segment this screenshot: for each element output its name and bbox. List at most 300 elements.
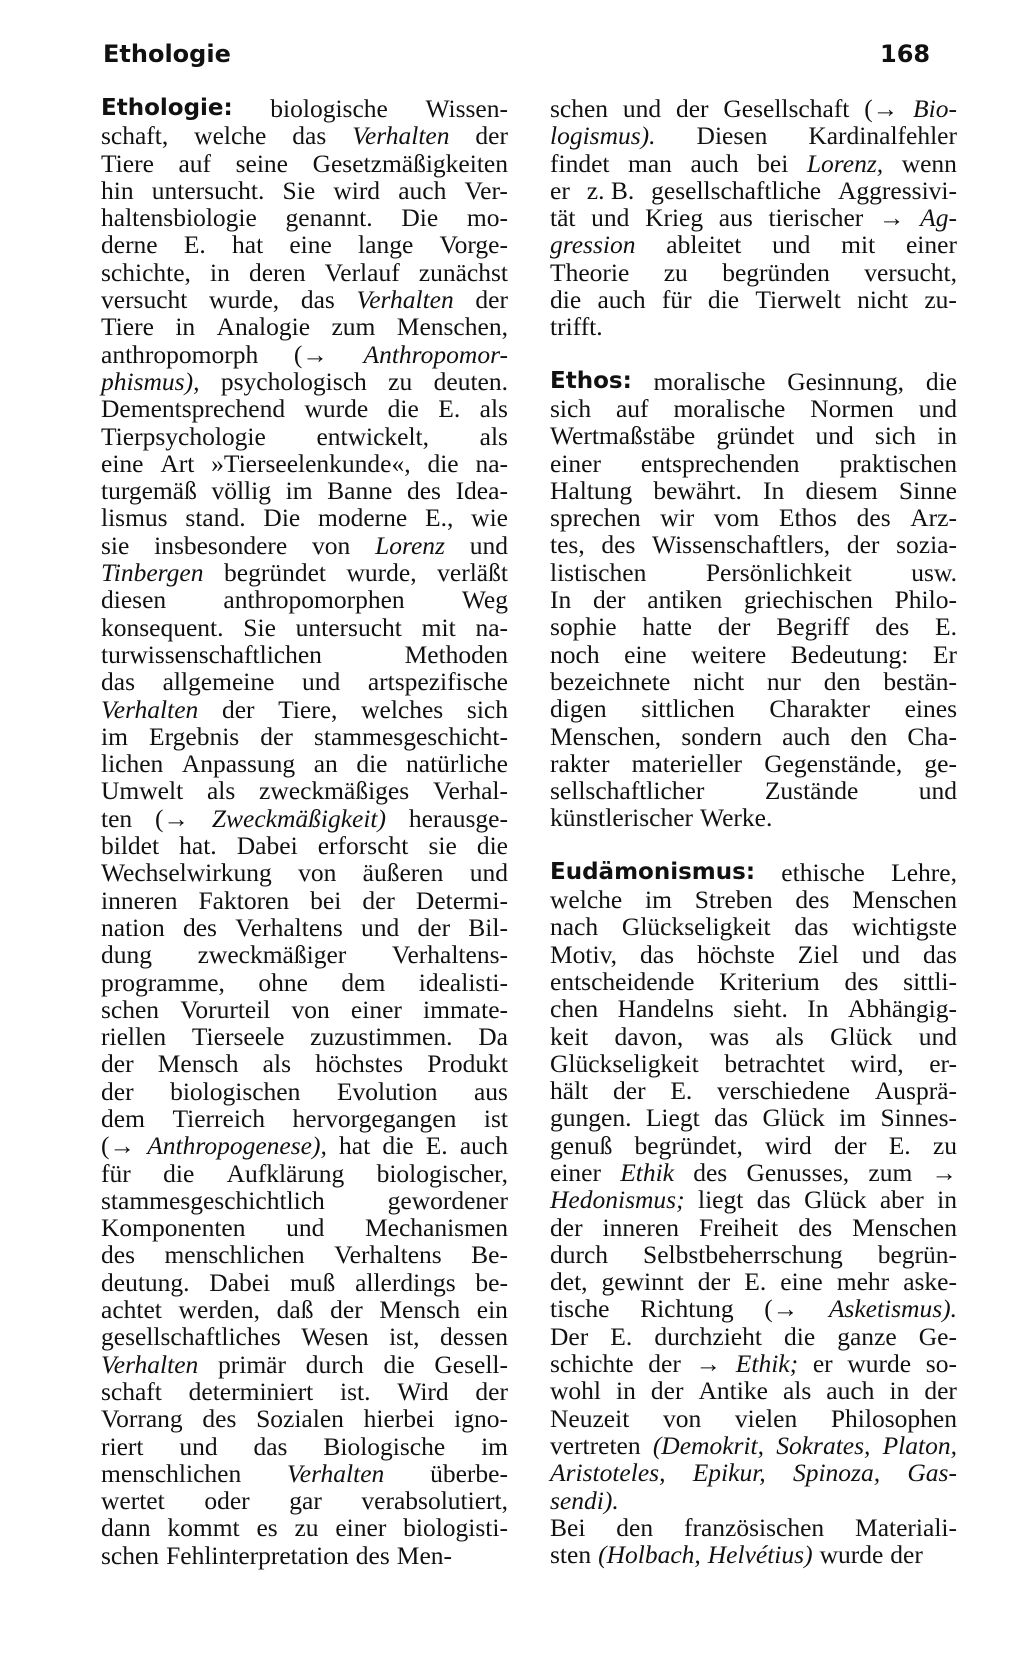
word: eine bbox=[780, 1267, 823, 1297]
word: bewährt. bbox=[653, 475, 742, 505]
word: und bbox=[591, 203, 630, 233]
word: schichte, bbox=[101, 257, 191, 287]
word: das bbox=[922, 939, 957, 969]
word: der bbox=[846, 530, 880, 560]
word: E. bbox=[670, 1076, 693, 1106]
word: Ausprä- bbox=[874, 1076, 957, 1106]
word: Die bbox=[263, 503, 301, 533]
entry-eudaemonismus bbox=[550, 859, 957, 1569]
text-line bbox=[550, 1541, 957, 1568]
word: Abhängig- bbox=[847, 994, 957, 1024]
word: Menschen bbox=[852, 885, 957, 915]
word: das bbox=[101, 667, 135, 697]
word: begründet bbox=[224, 558, 326, 588]
entry-term: Ethos: bbox=[550, 367, 632, 394]
word: Hedonismus; bbox=[550, 1185, 685, 1215]
text-line bbox=[101, 423, 508, 450]
word: nicht bbox=[857, 285, 909, 315]
word: Methoden bbox=[404, 639, 508, 669]
word: riert bbox=[101, 1431, 144, 1461]
word: hat bbox=[232, 230, 264, 260]
text-line bbox=[101, 395, 508, 422]
word: einer bbox=[550, 1157, 601, 1187]
word: E. bbox=[935, 612, 957, 642]
word: bestän- bbox=[883, 666, 957, 696]
text-line bbox=[101, 996, 508, 1023]
word: der bbox=[650, 1376, 684, 1406]
word: hervorgegangen bbox=[292, 1103, 457, 1133]
text-line bbox=[101, 368, 508, 395]
text-line bbox=[101, 1487, 508, 1514]
text-line bbox=[101, 122, 508, 149]
text-line bbox=[101, 914, 508, 941]
entry-term: Eudämonismus: bbox=[550, 858, 756, 885]
word: Mensch bbox=[379, 1295, 461, 1325]
word: Die bbox=[401, 203, 439, 233]
word: Verhalten bbox=[101, 694, 199, 724]
word: E., bbox=[425, 503, 454, 533]
text-line bbox=[101, 341, 508, 368]
word: insbesondere bbox=[154, 530, 288, 560]
word: Verhal- bbox=[432, 776, 508, 806]
word: vielen bbox=[734, 1403, 798, 1433]
word: die bbox=[707, 285, 740, 315]
word: zu bbox=[663, 257, 688, 287]
text-line bbox=[101, 750, 508, 777]
left-column bbox=[101, 95, 508, 1569]
word: konsequent. bbox=[101, 612, 224, 642]
word: Ethik bbox=[620, 1157, 675, 1187]
word: welche bbox=[550, 885, 623, 915]
word: dem bbox=[101, 1103, 145, 1133]
word: der bbox=[717, 612, 751, 642]
word: erforscht bbox=[317, 831, 409, 861]
word: zu- bbox=[924, 285, 957, 315]
word: Glückseligkeit bbox=[550, 1048, 699, 1078]
word: Anthropogenese), bbox=[147, 1131, 327, 1161]
word: Ziel bbox=[797, 939, 839, 969]
word: des bbox=[856, 503, 891, 533]
word: inneren bbox=[602, 1212, 679, 1242]
word: und bbox=[179, 1431, 218, 1461]
word: Tinbergen bbox=[101, 558, 204, 588]
text-line bbox=[101, 259, 508, 286]
word: wichtigste bbox=[852, 912, 957, 942]
text-line bbox=[550, 1323, 957, 1350]
word: Be- bbox=[471, 1240, 508, 1270]
word: entsprechenden bbox=[640, 448, 800, 478]
word: sellschaftlicher bbox=[550, 776, 705, 806]
text-line bbox=[101, 1323, 508, 1350]
word: Der bbox=[550, 1321, 589, 1351]
word: des bbox=[795, 885, 830, 915]
text-line bbox=[550, 286, 957, 313]
word: Sokrates, bbox=[776, 1430, 871, 1460]
word: Ver- bbox=[464, 175, 508, 205]
word: listischen bbox=[550, 557, 647, 587]
word: Helvétius) bbox=[707, 1540, 813, 1570]
word: deren bbox=[248, 257, 306, 287]
text-line bbox=[550, 695, 957, 722]
word: des bbox=[406, 476, 441, 506]
word: Mechanismen bbox=[364, 1213, 508, 1243]
word: der bbox=[330, 1295, 363, 1325]
word: Evolution bbox=[336, 1076, 438, 1106]
word: mit bbox=[841, 230, 876, 260]
word: begründet, bbox=[634, 1130, 743, 1160]
word: eines bbox=[904, 694, 957, 724]
word: Ergebnis bbox=[149, 721, 240, 751]
word: diesem bbox=[805, 475, 878, 505]
word: bezeichnete bbox=[550, 666, 671, 696]
word: nach bbox=[550, 912, 599, 942]
word: auch bbox=[597, 285, 646, 315]
word: und bbox=[815, 421, 854, 451]
text-line bbox=[550, 531, 957, 558]
text-line bbox=[550, 1050, 957, 1077]
word: Wissenschaftlers, bbox=[652, 530, 831, 560]
text-line bbox=[550, 1350, 957, 1377]
word: entscheidende bbox=[550, 966, 695, 996]
word: ten bbox=[101, 803, 133, 833]
text-line bbox=[101, 832, 508, 859]
word: deutung. bbox=[101, 1267, 190, 1297]
word: (Holbach, bbox=[598, 1540, 701, 1570]
word: Mensch bbox=[157, 1049, 239, 1079]
word: wurde, bbox=[346, 558, 417, 588]
word: Vorge- bbox=[439, 230, 508, 260]
word: Verhalten bbox=[101, 1349, 199, 1379]
word: Wissen- bbox=[425, 94, 508, 123]
text-line bbox=[101, 313, 508, 340]
word: Epikur, bbox=[692, 1458, 766, 1488]
word: in bbox=[175, 312, 196, 342]
word: sozia- bbox=[896, 530, 957, 560]
text-line bbox=[101, 586, 508, 613]
word: sondern bbox=[681, 721, 763, 751]
word: Gesellschaft bbox=[723, 94, 850, 123]
word: biologisti- bbox=[403, 1513, 508, 1543]
word: Verhaltens bbox=[334, 1240, 442, 1270]
word: Ethos bbox=[778, 503, 837, 533]
word: Menschen, bbox=[396, 312, 508, 342]
word: sendi). bbox=[550, 1485, 619, 1515]
word: wurde bbox=[304, 394, 369, 424]
text-line bbox=[550, 1241, 957, 1268]
word: chen bbox=[550, 994, 599, 1024]
word: die bbox=[163, 1158, 195, 1188]
word: In bbox=[550, 585, 572, 615]
word: von bbox=[298, 858, 337, 888]
word: ohne bbox=[258, 967, 308, 997]
word: Sozialen bbox=[256, 1404, 344, 1434]
word: Verhaltens bbox=[235, 912, 343, 942]
word: der bbox=[475, 121, 508, 151]
word: der bbox=[221, 694, 255, 724]
word: die bbox=[925, 366, 957, 396]
word: genuß bbox=[550, 1130, 613, 1160]
word: der bbox=[550, 1212, 583, 1242]
text-line bbox=[101, 1433, 508, 1460]
text-line bbox=[550, 177, 957, 204]
text-line bbox=[101, 723, 508, 750]
word: ist. bbox=[340, 1376, 371, 1406]
word: und bbox=[286, 1213, 325, 1243]
word: daß bbox=[276, 1295, 314, 1325]
word: dem bbox=[341, 967, 386, 997]
word: gungen. bbox=[550, 1103, 632, 1133]
word: artspezifische bbox=[367, 667, 508, 697]
word: eine bbox=[624, 639, 667, 669]
word: zunächst bbox=[418, 257, 508, 287]
word: überbe- bbox=[430, 1458, 508, 1488]
word: lichen bbox=[101, 749, 164, 779]
word: des bbox=[875, 612, 910, 642]
word: Tiere, bbox=[278, 694, 338, 724]
text-line bbox=[550, 804, 957, 831]
word: wohl bbox=[550, 1376, 601, 1406]
word: hierbei bbox=[363, 1404, 435, 1434]
text-line bbox=[550, 1186, 957, 1213]
word: das bbox=[714, 1103, 749, 1133]
word: sittli- bbox=[903, 966, 957, 996]
text-line bbox=[101, 177, 508, 204]
word: na- bbox=[475, 612, 508, 642]
word: wie bbox=[471, 503, 508, 533]
word: ableitet bbox=[666, 230, 742, 260]
text-line bbox=[101, 887, 508, 914]
word: Determi- bbox=[415, 885, 508, 915]
word: die bbox=[356, 749, 388, 779]
word: Arz- bbox=[910, 503, 957, 533]
word: Liegt bbox=[645, 1103, 700, 1133]
word: Menschen bbox=[852, 1212, 957, 1242]
text-line bbox=[101, 1078, 508, 1105]
word: das bbox=[640, 939, 674, 969]
word: sich bbox=[466, 694, 508, 724]
word: wurde, bbox=[209, 285, 280, 315]
word: zweckmäßiger bbox=[197, 940, 347, 970]
word: Glück bbox=[830, 1021, 893, 1051]
text-line bbox=[101, 1514, 508, 1541]
word: Aufklärung bbox=[226, 1158, 345, 1188]
entry-ethologie bbox=[101, 95, 508, 1569]
word: Verhalten bbox=[287, 1458, 385, 1488]
word: sie bbox=[101, 530, 130, 560]
word: Kriterium bbox=[719, 966, 820, 996]
word: E. bbox=[183, 230, 206, 260]
word: programme, bbox=[101, 967, 225, 997]
word: Werke. bbox=[700, 803, 773, 833]
word: Bio- bbox=[913, 94, 957, 123]
word: begründen bbox=[722, 257, 830, 287]
word: Men- bbox=[396, 1540, 452, 1570]
word: Handelns bbox=[617, 994, 714, 1024]
word: Vorurteil bbox=[180, 994, 271, 1024]
word: den bbox=[850, 721, 888, 751]
text-line bbox=[101, 286, 508, 313]
word: Gegenstände, bbox=[764, 748, 903, 778]
word: Weg bbox=[461, 585, 508, 615]
text-line bbox=[550, 941, 957, 968]
word: biologischen bbox=[170, 1076, 301, 1106]
word: aus bbox=[473, 1076, 508, 1106]
word: verschiedene bbox=[717, 1076, 851, 1106]
word: Motiv, bbox=[550, 939, 618, 969]
word: Neuzeit bbox=[550, 1403, 630, 1433]
word: auch bbox=[826, 1376, 875, 1406]
word: wurde bbox=[819, 1540, 884, 1570]
word: des bbox=[182, 912, 217, 942]
word: nicht bbox=[693, 666, 745, 696]
word: sittlichen bbox=[641, 694, 735, 724]
text-line bbox=[101, 1105, 508, 1132]
word: vertreten bbox=[550, 1430, 641, 1460]
word: biologischer, bbox=[376, 1158, 508, 1188]
word: logismus). bbox=[550, 121, 656, 151]
word: E. bbox=[610, 1321, 633, 1351]
text-line bbox=[550, 259, 957, 286]
word: des bbox=[355, 1540, 390, 1570]
word: Wesen bbox=[301, 1322, 369, 1352]
text-line bbox=[101, 1160, 508, 1187]
word: stammesgeschicht- bbox=[313, 721, 508, 751]
word: und bbox=[622, 94, 662, 123]
word: Anpassung bbox=[181, 749, 296, 779]
word: in bbox=[889, 1376, 910, 1406]
word: als bbox=[479, 394, 508, 424]
word: des bbox=[601, 530, 636, 560]
word: liegt bbox=[697, 1185, 744, 1215]
word: Analogie bbox=[216, 312, 311, 342]
word: welche bbox=[194, 121, 267, 151]
word: sten bbox=[550, 1540, 592, 1570]
word: höchste bbox=[696, 939, 775, 969]
word: zu bbox=[388, 366, 413, 396]
word: Verhaltens- bbox=[391, 940, 508, 970]
word: Persönlichkeit bbox=[705, 557, 852, 587]
word: Begriff bbox=[776, 612, 850, 642]
word: einer bbox=[335, 1513, 387, 1543]
text-line bbox=[550, 1405, 957, 1432]
word: Antike bbox=[698, 1376, 768, 1406]
word: Sinne bbox=[898, 475, 957, 505]
word: Produkt bbox=[427, 1049, 508, 1079]
word: gression bbox=[550, 230, 636, 260]
word: Lehre, bbox=[891, 857, 957, 887]
text-line bbox=[550, 1132, 957, 1159]
word: Wird bbox=[397, 1376, 449, 1406]
word: als bbox=[262, 1049, 291, 1079]
word: Asketismus). bbox=[828, 1294, 957, 1324]
word: Bil- bbox=[468, 912, 508, 942]
word: die bbox=[550, 285, 582, 315]
word: hat bbox=[339, 1131, 371, 1161]
word: gesellschaftliche bbox=[651, 175, 822, 205]
text-line bbox=[550, 368, 957, 395]
text-line bbox=[101, 150, 508, 177]
word: Glück bbox=[804, 1185, 867, 1215]
word: Verhalten bbox=[352, 121, 450, 151]
text-line bbox=[101, 614, 508, 641]
word: E. bbox=[744, 1267, 767, 1297]
word: zum bbox=[868, 1157, 913, 1187]
word: betrachtet bbox=[724, 1048, 825, 1078]
word: er bbox=[812, 1349, 833, 1379]
word: des bbox=[798, 1212, 833, 1242]
word: stammesgeschichtlich bbox=[101, 1185, 325, 1215]
word: Tierreich bbox=[172, 1103, 265, 1133]
word: untersucht. bbox=[151, 175, 265, 205]
word: Theorie bbox=[550, 257, 630, 287]
word: hin bbox=[101, 175, 134, 205]
word: Umwelt bbox=[101, 776, 184, 806]
word: Freiheit bbox=[698, 1212, 779, 1242]
text-line bbox=[550, 750, 957, 777]
word: der bbox=[833, 1130, 867, 1160]
word: Verlauf bbox=[324, 257, 400, 287]
word: schaft bbox=[101, 1376, 162, 1406]
word: werden, bbox=[178, 1295, 260, 1325]
word: der bbox=[475, 1376, 508, 1406]
word: Diesen bbox=[696, 121, 768, 151]
word: das bbox=[794, 912, 829, 942]
word: Aggressivi- bbox=[838, 175, 957, 205]
word: praktischen bbox=[839, 448, 957, 478]
word: auch bbox=[459, 1131, 508, 1161]
word: schichte bbox=[550, 1349, 634, 1379]
word: Sie bbox=[243, 612, 276, 642]
word: griechischen bbox=[744, 585, 873, 615]
word: als bbox=[775, 1021, 804, 1051]
word: tische bbox=[550, 1294, 610, 1324]
word: als bbox=[782, 1376, 812, 1406]
word: kommt bbox=[167, 1513, 240, 1543]
word: wurde bbox=[847, 1349, 912, 1379]
word: Ag- bbox=[920, 203, 957, 233]
entry-ethos bbox=[550, 368, 957, 832]
word: und bbox=[361, 912, 400, 942]
text-line bbox=[101, 696, 508, 723]
word: des bbox=[101, 1240, 135, 1270]
word: bei bbox=[310, 885, 342, 915]
word: schaft, bbox=[101, 121, 169, 151]
word: E. bbox=[425, 1131, 448, 1161]
word: sieht. bbox=[733, 994, 788, 1024]
word: zu bbox=[294, 1513, 319, 1543]
word: Haltung bbox=[550, 475, 633, 505]
word: muß bbox=[289, 1267, 336, 1297]
word: gewordener bbox=[387, 1185, 508, 1215]
word: und bbox=[918, 393, 957, 423]
word: biologische bbox=[270, 94, 388, 123]
word: wird bbox=[765, 1130, 812, 1160]
word: eine bbox=[101, 448, 144, 478]
word: für bbox=[661, 285, 692, 315]
word: moralische bbox=[673, 393, 786, 423]
word: von bbox=[312, 530, 351, 560]
word: Dementsprechend bbox=[101, 394, 286, 424]
word: an bbox=[313, 749, 338, 779]
word: wird bbox=[333, 175, 381, 205]
text-line bbox=[550, 204, 957, 231]
word: rakter bbox=[550, 748, 610, 778]
word: ethische bbox=[781, 857, 865, 887]
word: turwissenschaftlichen bbox=[101, 639, 322, 669]
word: im bbox=[481, 1431, 508, 1461]
word: bei bbox=[757, 148, 789, 178]
word: die bbox=[476, 831, 508, 861]
